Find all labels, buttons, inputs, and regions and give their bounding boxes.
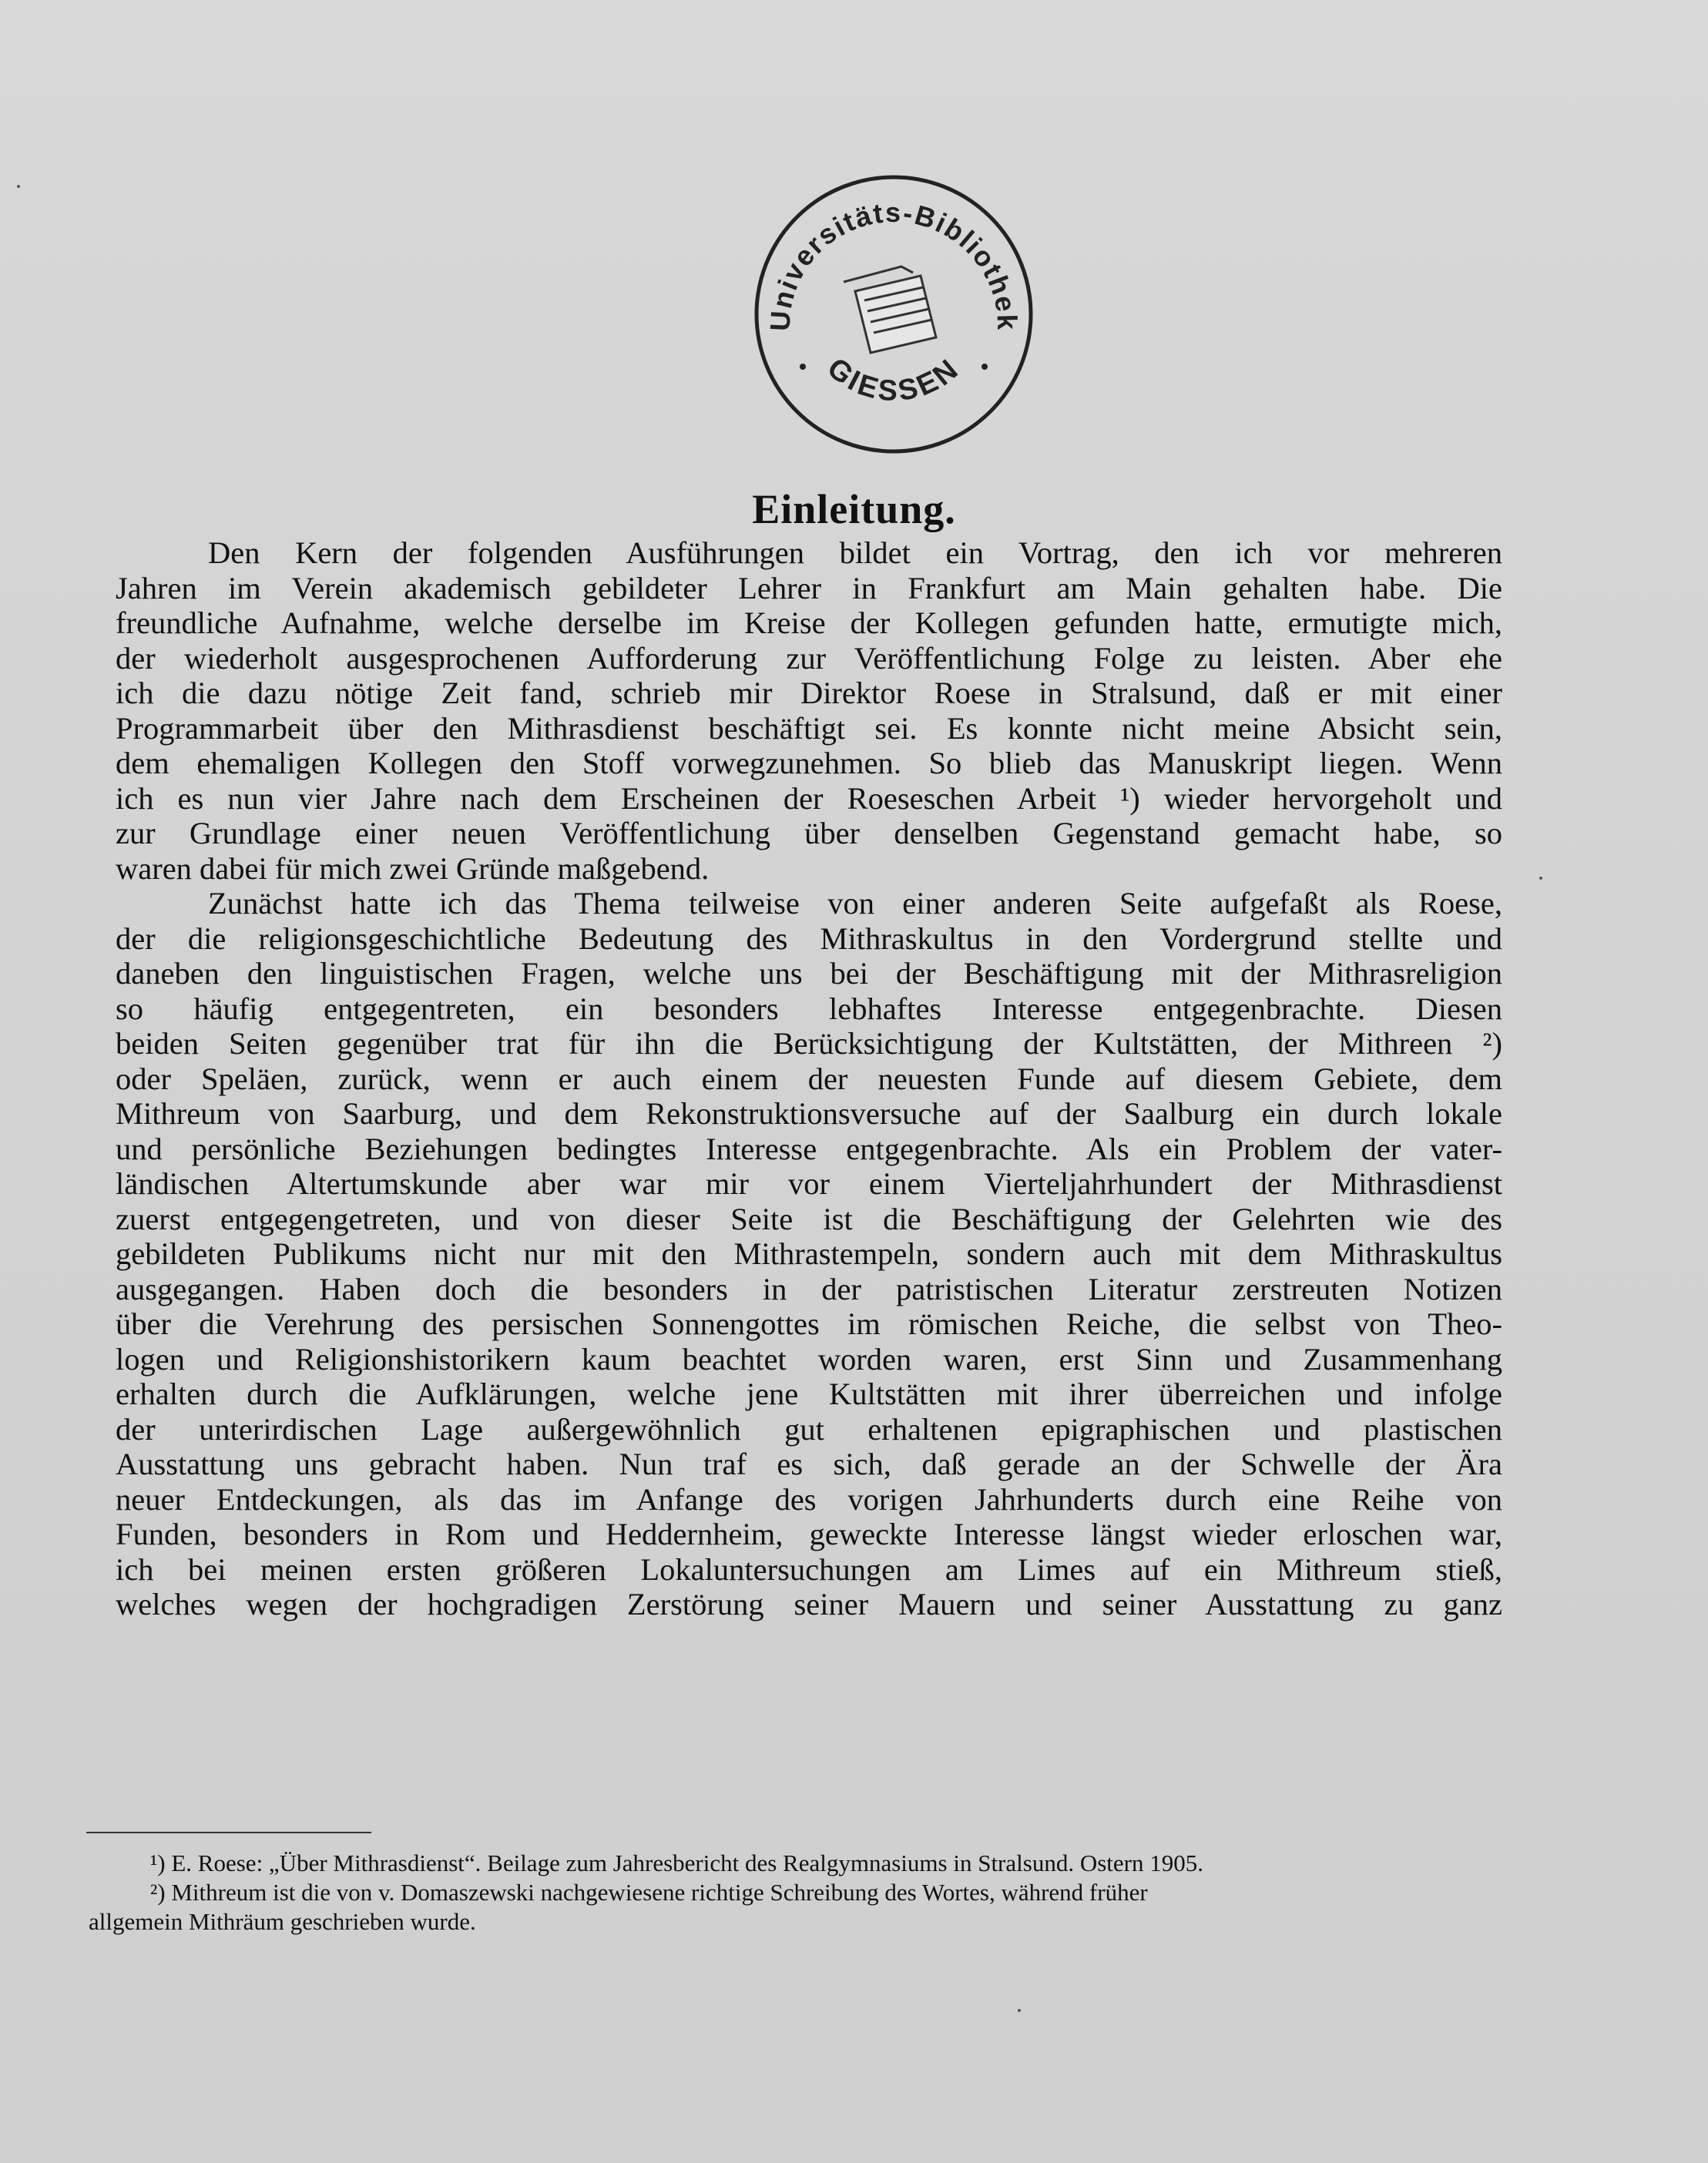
- body-line: zur Grundlage einer neuen Veröffentlichung über denselben Gegenstand gemacht habe, so: [116, 816, 1502, 850]
- body-line: Ausstattung uns gebracht haben. Nun traf es sich, daß gerade an der Schwelle der Ära: [116, 1447, 1502, 1481]
- scan-speck: [1018, 2009, 1021, 2012]
- body-line: dem ehemaligen Kollegen den Stoff vorwegzunehmen. So blieb das Manuskript liegen. Wenn: [116, 746, 1502, 780]
- body-line: erhalten durch die Aufklärungen, welche jene Kultstätten mit ihrer überreichen und infolge: [116, 1377, 1502, 1411]
- footnote-2-continuation: allgemein Mithräum geschrieben wurde.: [89, 1908, 476, 1935]
- body-line: gebildeten Publikums nicht nur mit den Mithrastempeln, sondern auch mit dem Mithraskultus: [116, 1236, 1502, 1271]
- footnote-1: ¹) E. Roese: „Über Mithrasdienst“. Beilage zum Jahresbericht des Realgymnasiums in Stralsund. Ostern 1905.: [150, 1849, 1203, 1876]
- body-line: zuerst entgegengetreten, und von dieser Seite ist die Beschäftigung der Gelehrten wie des: [116, 1201, 1502, 1236]
- body-line: über die Verehrung des persischen Sonnengottes im römischen Reiche, die selbst von Theo-: [116, 1306, 1502, 1341]
- body-line: beiden Seiten gegenüber trat für ihn die Berücksichtigung der Kultstätten, der Mithreen ²): [116, 1026, 1502, 1061]
- stamp-text-bottom: GIESSEN: [820, 351, 967, 408]
- body-line: welches wegen der hochgradigen Zerstörung seiner Mauern und seiner Ausstattung zu ganz: [116, 1587, 1502, 1621]
- body-line: oder Speläen, zurück, wenn er auch einem der neuesten Funde auf diesem Gebiete, dem: [116, 1061, 1502, 1096]
- footnote-2: ²) Mithreum ist die von v. Domaszewski nachgewiesene richtige Schreibung des Wortes, während früher: [150, 1879, 1148, 1906]
- body-line: Funden, besonders in Rom und Heddernheim, geweckte Interesse längst wieder erloschen war,: [116, 1517, 1502, 1551]
- body-line: Den Kern der folgenden Ausführungen bildet ein Vortrag, den ich vor mehreren: [208, 535, 1502, 570]
- body-text: [116, 535, 1502, 1622]
- body-line: Mithreum von Saarburg, und dem Rekonstruktionsversuche auf der Saalburg ein durch lokale: [116, 1096, 1502, 1131]
- body-line: und persönliche Beziehungen bedingtes Interesse entgegenbrachte. Als ein Problem der vater-: [116, 1131, 1502, 1166]
- body-line: der die religionsgeschichtliche Bedeutung des Mithraskultus in den Vordergrund stellte und: [116, 921, 1502, 956]
- svg-text:GIESSEN: [821, 352, 967, 408]
- body-line: neuer Entdeckungen, als das im Anfange des vorigen Jahrhunderts durch eine Reihe von: [116, 1481, 1502, 1517]
- body-line: der wiederholt ausgesprochenen Aufforderung zur Veröffentlichung Folge zu leisten. Aber ehe: [116, 640, 1502, 676]
- body-line: waren dabei für mich zwei Gründe maßgebend.: [116, 850, 710, 886]
- body-line: ausgegangen. Haben doch die besonders in der patristischen Literatur zerstreuten Notizen: [116, 1271, 1502, 1306]
- body-line: so häufig entgegentreten, ein besonders lebhaftes Interesse entgegenbrachte. Diesen: [116, 991, 1502, 1026]
- body-line: logen und Religionshistorikern kaum beachtet worden waren, erst Sinn und Zusammenhang: [116, 1341, 1502, 1377]
- stamp-emblem-icon: [844, 267, 936, 353]
- footnote-divider: [86, 1832, 371, 1833]
- page-title: Einleitung.: [752, 486, 956, 532]
- footnotes: [89, 1849, 1487, 1937]
- body-line: Programmarbeit über den Mithrasdienst beschäftigt sei. Es konnte nicht meine Absicht sein,: [116, 710, 1502, 746]
- body-line: der unterirdischen Lage außergewöhnlich gut erhaltenen epigraphischen und plastischen: [116, 1411, 1502, 1447]
- body-line: Zunächst hatte ich das Thema teilweise von einer anderen Seite aufgefaßt als Roese,: [208, 886, 1502, 921]
- body-line: ich die dazu nötige Zeit fand, schrieb mir Direktor Roese in Stralsund, daß er mit einer: [116, 676, 1502, 710]
- body-line: ich es nun vier Jahre nach dem Erscheinen der Roeseschen Arbeit ¹) wieder hervorgeholt und: [116, 780, 1502, 816]
- scan-speck: [1539, 877, 1542, 880]
- stamp-text-top: Universitäts-Bibliothek: [763, 196, 1024, 332]
- body-line: ich bei meinen ersten größeren Lokaluntersuchungen am Limes auf ein Mithreum stieß,: [116, 1551, 1502, 1587]
- body-line: ländischen Altertumskunde aber war mir vor einem Vierteljahrhundert der Mithrasdienst: [116, 1166, 1502, 1201]
- body-line: daneben den linguistischen Fragen, welche uns bei der Beschäftigung mit der Mithrasreligion: [116, 956, 1502, 991]
- library-stamp: [747, 168, 1040, 461]
- scan-speck: [17, 185, 20, 188]
- body-line: Jahren im Verein akademisch gebildeter Lehrer in Frankfurt am Main gehalten habe. Die: [116, 570, 1502, 605]
- body-line: freundliche Aufnahme, welche derselbe im Kreise der Kollegen gefunden hatte, ermutigte mich,: [116, 605, 1502, 640]
